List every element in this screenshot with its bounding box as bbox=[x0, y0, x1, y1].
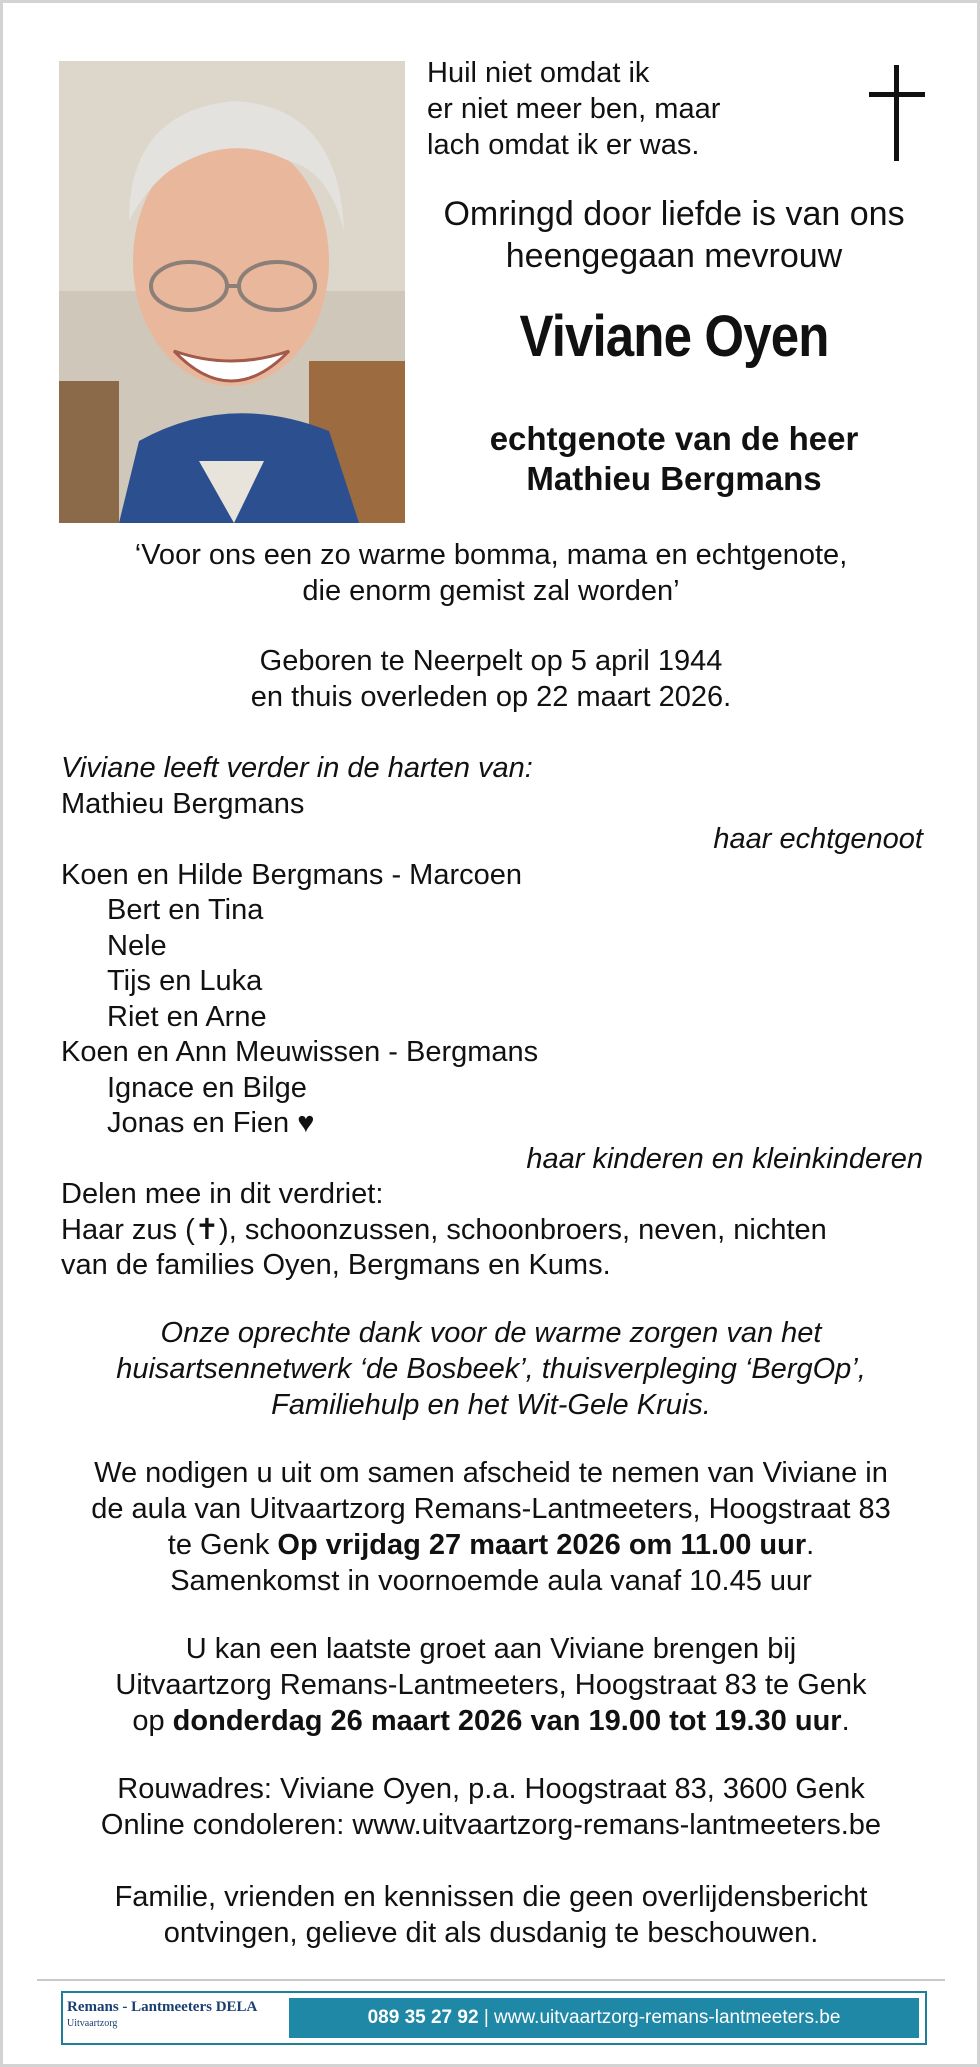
thanks-line: huisartsennetwerk ‘de Bosbeek’, thuisverpleging ‘BergOp’, bbox=[116, 1353, 866, 1385]
grandchild: Jonas en Fien ♥ bbox=[107, 1107, 315, 1139]
grandchild: Tijs en Luka bbox=[107, 965, 263, 997]
cross-icon bbox=[869, 65, 925, 161]
invite-line: Samenkomst in voornoemde aula vanaf 10.45 uur bbox=[170, 1565, 812, 1597]
visit-text: . bbox=[841, 1705, 850, 1737]
grandchild: Ignace en Bilge bbox=[107, 1071, 307, 1104]
family-role: haar echtgenoot bbox=[713, 823, 923, 855]
condolence-address bbox=[53, 1771, 929, 1843]
invite-line bbox=[53, 1527, 929, 1563]
announcement-intro bbox=[407, 193, 941, 277]
logo-subtitle: Uitvaartzorg bbox=[67, 2018, 118, 2029]
phone-number[interactable]: 089 35 27 92 bbox=[367, 2007, 479, 2028]
grandchild: Bert en Tina bbox=[107, 894, 264, 926]
intro-line: Omringd door liefde is van ons bbox=[443, 195, 905, 233]
separator: | bbox=[483, 2007, 489, 2028]
family-member: Koen en Ann Meuwissen - Bergmans bbox=[61, 1036, 539, 1068]
invite-line: de aula van Uitvaartzorg Remans-Lantmeeters, Hoogstraat 83 bbox=[91, 1493, 891, 1525]
grandchild: Riet en Arne bbox=[107, 1000, 267, 1033]
footer-contact-bar bbox=[289, 1998, 919, 2038]
visit-line: U kan een laatste groet aan Viviane brengen bij bbox=[185, 1633, 797, 1665]
death-line: en thuis overleden op 22 maart 2026. bbox=[250, 681, 732, 713]
poem-line: lach omdat ik er was. bbox=[427, 129, 700, 161]
intro-line: heengegaan mevrouw bbox=[505, 237, 843, 275]
funeral-invitation bbox=[53, 1455, 929, 1599]
notice-line: ontvingen, gelieve dit als dusdanig te beschouwen. bbox=[163, 1917, 819, 1949]
website-link[interactable]: www.uitvaartzorg-remans-lantmeeters.be bbox=[494, 2007, 841, 2028]
sharing-line: van de families Oyen, Bergmans en Kums. bbox=[61, 1249, 611, 1281]
invite-text: . bbox=[806, 1529, 815, 1561]
spouse-name: Mathieu Bergmans bbox=[526, 460, 822, 497]
poem bbox=[427, 55, 787, 163]
mourning-address: Rouwadres: Viviane Oyen, p.a. Hoogstraat 83, 3600 Genk bbox=[117, 1773, 865, 1805]
thanks-line: Onze oprechte dank voor de warme zorgen van het bbox=[160, 1317, 822, 1349]
notice-line: Familie, vrienden en kennissen die geen overlijdensbericht bbox=[114, 1881, 868, 1913]
visit-text: op bbox=[132, 1705, 173, 1737]
poem-line: er niet meer ben, maar bbox=[427, 93, 721, 125]
visit-line: Uitvaartzorg Remans-Lantmeeters, Hoogstraat 83 te Genk bbox=[115, 1669, 867, 1701]
sharing-heading: Delen mee in dit verdriet: bbox=[61, 1178, 384, 1210]
deceased-name: Viviane Oyen bbox=[519, 304, 829, 369]
notice bbox=[53, 1879, 929, 1951]
grandchild: Nele bbox=[107, 929, 167, 962]
sharing-line: Haar zus (✝), schoonzussen, schoonbroers, neven, nichten bbox=[61, 1213, 827, 1246]
spouse-relation: echtgenote van de heer bbox=[489, 420, 859, 457]
spouse-line bbox=[407, 419, 941, 499]
visit-line bbox=[53, 1703, 929, 1739]
visitation-datetime: donderdag 26 maart 2026 van 19.00 tot 19.30 uur bbox=[172, 1705, 842, 1737]
family-quote bbox=[53, 537, 929, 609]
birth-line: Geboren te Neerpelt op 5 april 1944 bbox=[259, 645, 723, 677]
visitation-info bbox=[53, 1631, 929, 1739]
family-heading: Viviane leeft verder in de harten van: bbox=[61, 752, 533, 784]
funeral-home-logo bbox=[67, 1999, 285, 2039]
funeral-datetime: Op vrijdag 27 maart 2026 om 11.00 uur bbox=[277, 1529, 807, 1561]
online-condolence-link[interactable]: Online condoleren: www.uitvaartzorg-remans-lantmeeters.be bbox=[100, 1809, 882, 1841]
family-list bbox=[61, 751, 923, 1284]
thanks-line: Familiehulp en het Wit-Gele Kruis. bbox=[271, 1389, 711, 1421]
invite-line: We nodigen u uit om samen afscheid te nemen van Viviane in bbox=[94, 1457, 888, 1489]
portrait-photo bbox=[59, 61, 405, 523]
thanks-note bbox=[53, 1315, 929, 1423]
poem-line: Huil niet omdat ik bbox=[427, 57, 650, 89]
family-role: haar kinderen en kleinkinderen bbox=[526, 1142, 923, 1175]
quote-line: ‘Voor ons een zo warme bomma, mama en echtgenote, bbox=[134, 539, 848, 571]
funeral-home-footer bbox=[61, 1991, 927, 2045]
birth-death-info bbox=[53, 643, 929, 715]
quote-line: die enorm gemist zal worden’ bbox=[302, 575, 680, 607]
family-member: Koen en Hilde Bergmans - Marcoen bbox=[61, 858, 523, 891]
family-member: Mathieu Bergmans bbox=[61, 787, 305, 820]
logo-name: Remans - Lantmeeters DELA bbox=[67, 1999, 258, 2015]
footer-divider bbox=[37, 1979, 945, 1981]
invite-text: te Genk bbox=[167, 1529, 278, 1561]
